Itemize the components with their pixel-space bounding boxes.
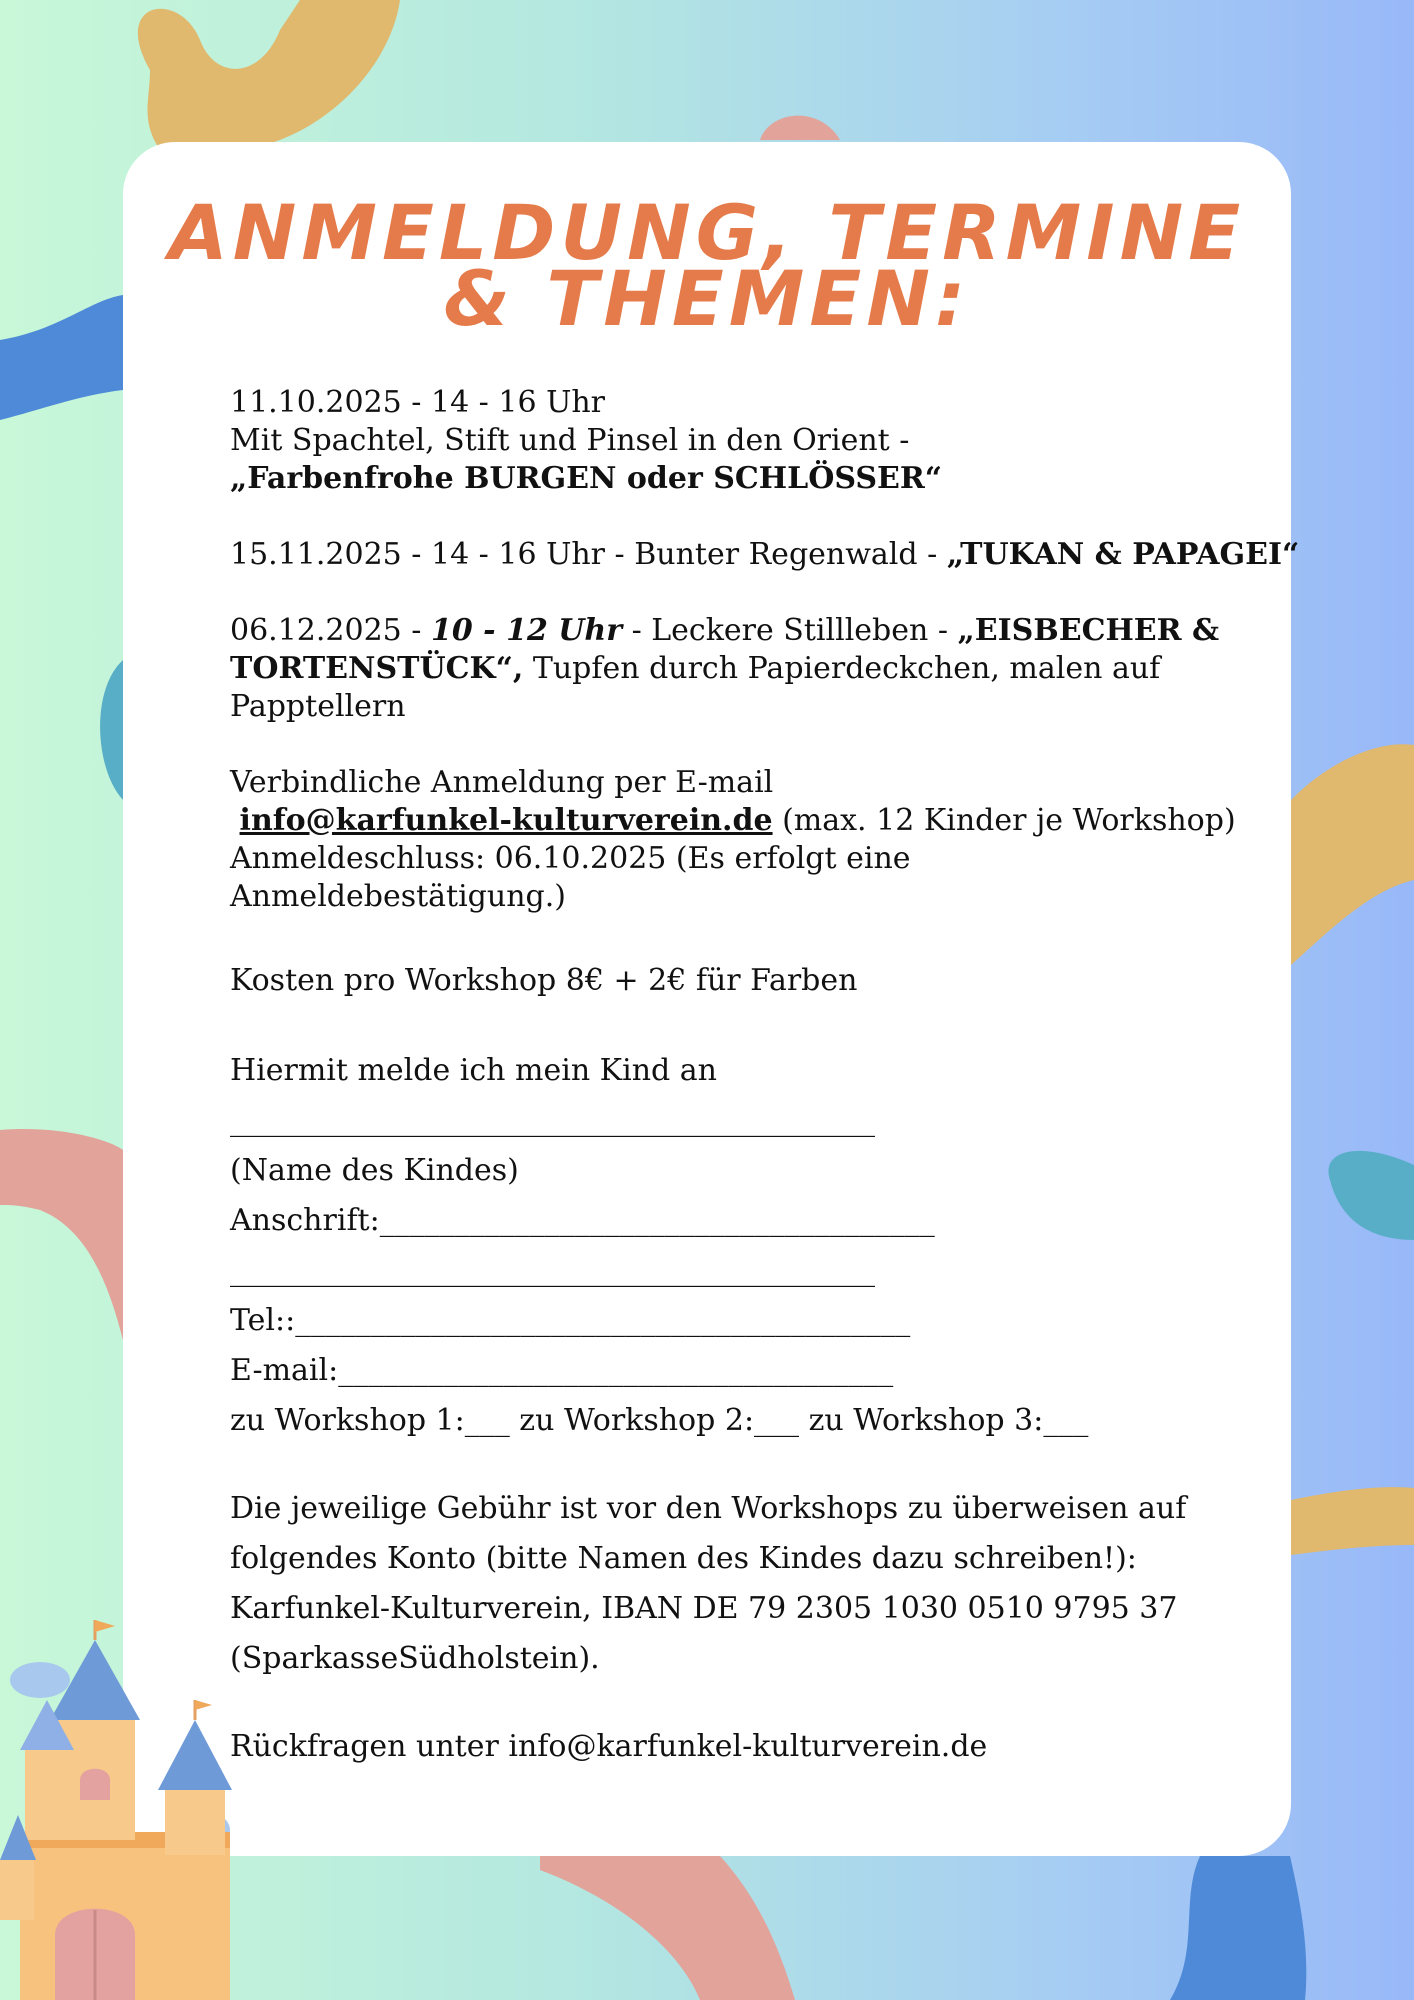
form-intro: Hiermit melde ich mein Kind an — [230, 1053, 717, 1088]
orange-blob-right-lower — [1291, 1487, 1414, 1555]
page-title: ANMELDUNG, TERMINE & THEMEN: — [168, 188, 1246, 343]
workshop-3-time: 10 - 12 Uhr — [430, 613, 623, 648]
workshop-2-line: 15.11.2025 - 14 - 16 Uhr - Bunter Regenwald - „TUKAN & PAPAGEI“ — [230, 537, 1300, 572]
registration-email-line: info@karfunkel-kulturverein.de (max. 12 Kinder je Workshop) — [239, 803, 1236, 838]
workshop-1-date: 11.10.2025 - 14 - 16 Uhr — [230, 385, 606, 420]
pink-blob-left — [0, 1129, 123, 1340]
orange-blob-top — [138, 0, 400, 150]
payment-line-2: folgendes Konto (bitte Namen des Kindes dazu schreiben!): — [230, 1541, 1137, 1576]
registration-intro: Verbindliche Anmeldung per E-mail — [230, 765, 774, 800]
blue-blob-left — [0, 295, 123, 420]
workshop-2-theme: „TUKAN & PAPAGEI“ — [946, 537, 1300, 572]
address-field[interactable]: Anschrift:_____________________________________ — [230, 1203, 935, 1238]
address-field-2[interactable]: ___________________________________________ — [230, 1253, 875, 1288]
blue-blob-bottom — [1170, 1856, 1306, 2000]
registration-deadline-a: Anmeldeschluss: 06.10.2025 (Es erfolgt eine — [230, 841, 911, 876]
contact-line: Rückfragen unter info@karfunkel-kulturverein.de — [230, 1729, 988, 1764]
email-field[interactable]: E-mail:_____________________________________ — [230, 1353, 894, 1388]
payment-line-3: Karfunkel-Kulturverein, IBAN DE 79 2305 1030 0510 9795 37 — [230, 1591, 1178, 1626]
pink-blob-top — [760, 116, 840, 140]
tel-field[interactable]: Tel::_________________________________________ — [230, 1303, 911, 1338]
registration-deadline-b: Anmeldebestätigung.) — [230, 879, 566, 914]
workshop-3-theme-b: TORTENSTÜCK“, — [230, 651, 524, 686]
payment-line-4: (SparkasseSüdholstein). — [230, 1641, 600, 1676]
pink-blob-bottom — [540, 1856, 795, 2000]
main-content — [230, 384, 1300, 1772]
registration-email-link[interactable]: info@karfunkel-kulturverein.de — [239, 803, 773, 838]
castle-illustration — [0, 1600, 260, 2000]
workshop-3-line-1: 06.12.2025 - 10 - 12 Uhr - Leckere Stillleben - „EISBECHER & — [230, 613, 1220, 648]
workshop-1-desc: Mit Spachtel, Stift und Pinsel in den Orient - — [230, 423, 910, 458]
teal-blob-right — [1328, 1151, 1414, 1240]
child-name-field[interactable]: ___________________________________________ — [230, 1103, 875, 1138]
cost-text: Kosten pro Workshop 8€ + 2€ für Farben — [230, 963, 858, 998]
workshop-1-theme: „Farbenfrohe BURGEN oder SCHLÖSSER“ — [230, 461, 943, 496]
workshop-selection-fields[interactable]: zu Workshop 1:___ zu Workshop 2:___ zu Workshop 3:___ — [230, 1403, 1089, 1438]
orange-blob-right — [1291, 744, 1414, 965]
workshop-3-line-2: TORTENSTÜCK“, Tupfen durch Papierdeckchen, malen auf — [230, 651, 1161, 686]
payment-line-1: Die jeweilige Gebühr ist vor den Workshops zu überweisen auf — [230, 1491, 1187, 1526]
workshop-3-line-3: Papptellern — [230, 689, 406, 724]
workshop-3-theme-a: „EISBECHER & — [957, 613, 1220, 648]
child-name-label: (Name des Kindes) — [230, 1153, 519, 1188]
teal-blob-left — [100, 660, 123, 800]
